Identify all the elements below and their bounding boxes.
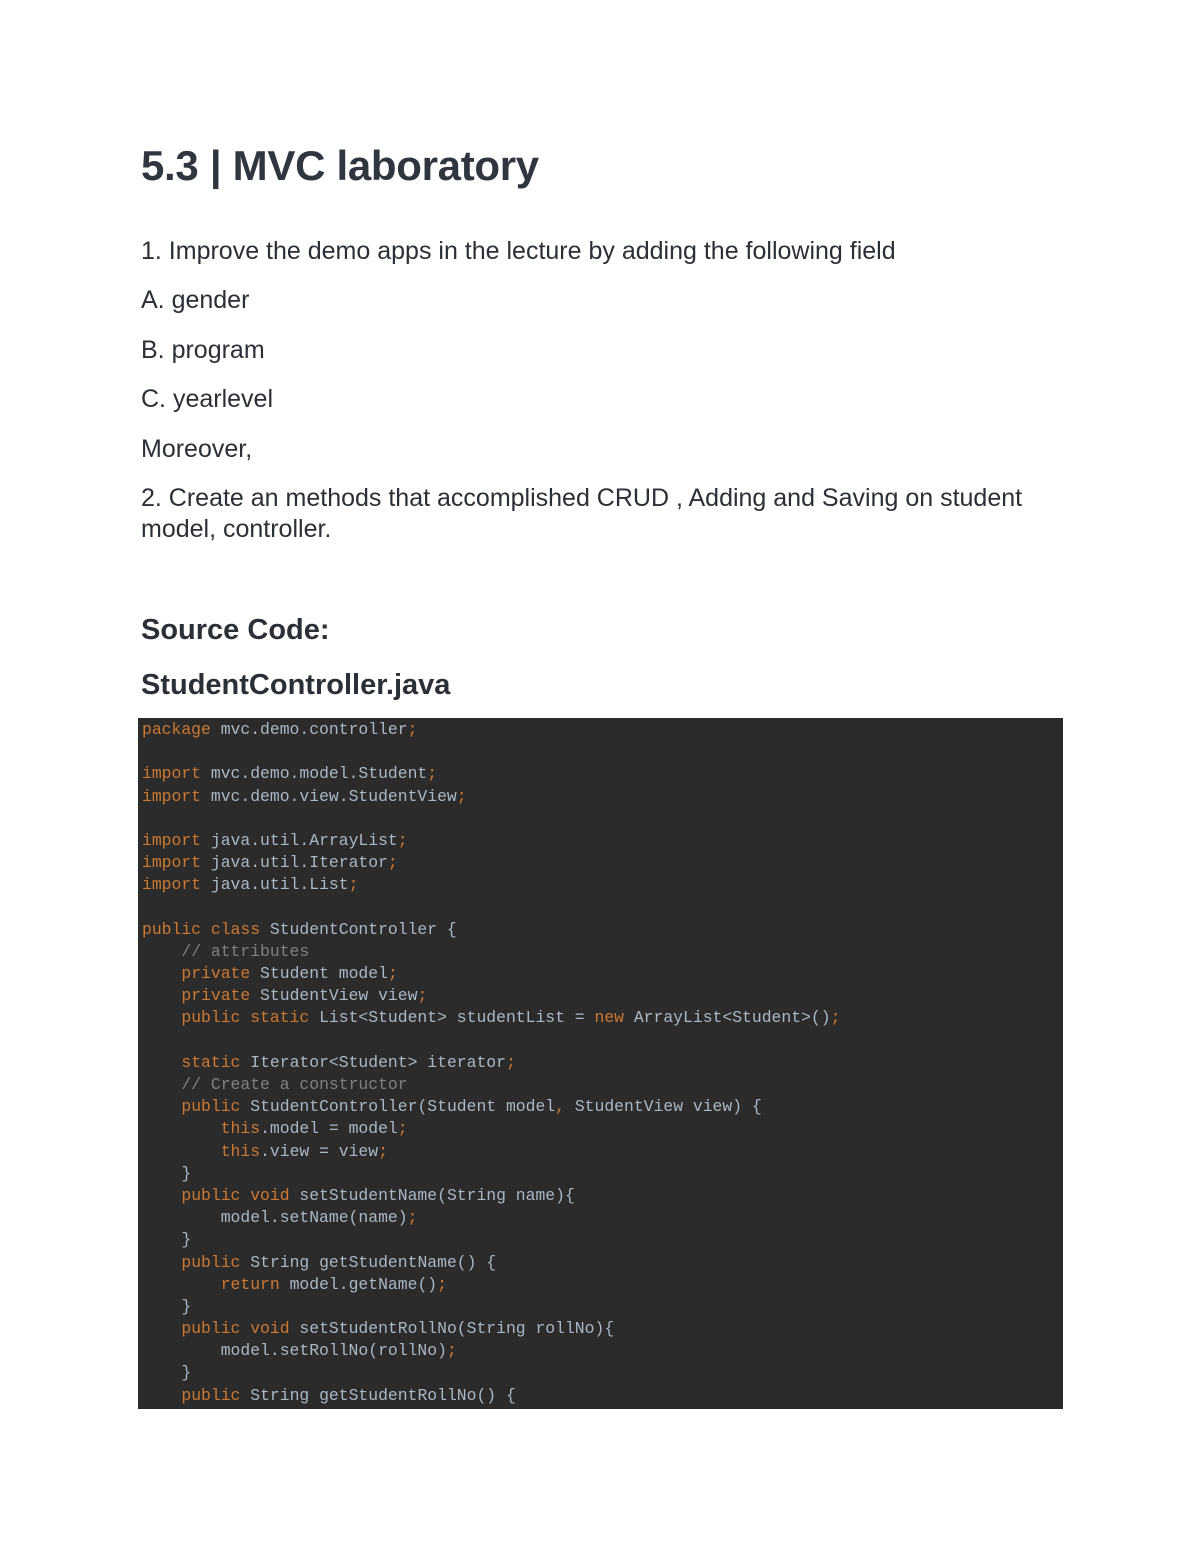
code-token: ; <box>417 986 428 1006</box>
code-token <box>142 1386 181 1405</box>
code-token: model.setRollNo(rollNo) <box>142 1341 447 1361</box>
code-token: public void <box>181 1185 290 1205</box>
code-line <box>142 1207 1063 1229</box>
code-token: mvc.demo.controller <box>210 720 408 739</box>
code-line <box>142 1052 1063 1074</box>
code-line <box>142 808 1063 830</box>
code-token: java.util.List <box>201 875 349 895</box>
code-token: public <box>181 1252 241 1272</box>
code-token: private <box>181 986 251 1006</box>
code-token: } <box>142 1296 192 1316</box>
code-line <box>142 963 1063 985</box>
code-token: ; <box>348 875 359 895</box>
code-line <box>142 1362 1063 1384</box>
code-token <box>142 1186 181 1205</box>
file-heading: StudentController.java <box>141 669 451 701</box>
code-token: StudentController(Student model <box>240 1097 556 1117</box>
code-token: public class <box>142 919 261 939</box>
code-token: ; <box>387 964 398 984</box>
code-token: setStudentName(String name){ <box>289 1185 575 1205</box>
code-token <box>142 1275 221 1294</box>
code-token <box>142 1008 181 1027</box>
code-token: ; <box>437 1274 447 1294</box>
code-block <box>138 718 1063 1409</box>
source-code-heading: Source Code: <box>141 614 330 646</box>
code-line <box>142 1274 1063 1296</box>
code-line <box>142 1007 1063 1029</box>
code-token: model.getName() <box>279 1274 438 1294</box>
code-token: import <box>142 853 202 873</box>
code-token <box>142 1053 181 1072</box>
code-line <box>142 1229 1063 1251</box>
code-line <box>142 1163 1063 1185</box>
code-token: public static <box>181 1008 310 1028</box>
code-token: public <box>181 1097 241 1117</box>
code-token: ; <box>387 853 398 873</box>
page-title: 5.3 | MVC laboratory <box>141 142 539 189</box>
code-token: String getStudentName() { <box>240 1252 497 1272</box>
code-token <box>142 942 181 961</box>
code-token: model.setName(name) <box>142 1208 408 1228</box>
code-line <box>142 830 1063 852</box>
code-token: import <box>142 875 202 895</box>
code-line <box>142 919 1063 941</box>
code-token <box>142 1319 181 1338</box>
code-token: ; <box>407 720 418 739</box>
code-token: import <box>142 764 202 784</box>
code-token: } <box>142 1363 192 1383</box>
instruction-1: 1. Improve the demo apps in the lecture by adding the following field <box>141 237 896 265</box>
code-line <box>142 786 1063 808</box>
code-line <box>142 1385 1063 1407</box>
instruction-2: 2. Create an methods that accomplished CRUD , Adding and Saving on student model, controller. <box>141 484 1023 543</box>
code-token: ; <box>378 1141 388 1161</box>
code-token: private <box>181 964 251 984</box>
code-token: StudentView view <box>250 986 418 1006</box>
code-token: // attributes <box>181 941 310 961</box>
code-token: import <box>142 786 202 806</box>
code-token <box>142 1075 181 1094</box>
field-gender: A. gender <box>141 286 250 314</box>
code-line <box>142 1318 1063 1340</box>
code-token <box>142 1142 221 1161</box>
code-token: public <box>181 1385 241 1405</box>
code-token: ; <box>407 1208 418 1228</box>
code-token: ; <box>397 1119 408 1139</box>
code-token: ; <box>830 1008 841 1028</box>
code-token: package <box>142 720 211 739</box>
code-token: this <box>220 1119 261 1139</box>
code-token: mvc.demo.view.StudentView <box>201 786 457 806</box>
code-line <box>142 741 1063 763</box>
code-token: import <box>142 830 202 850</box>
code-token: StudentController { <box>260 919 457 939</box>
code-line <box>142 1030 1063 1052</box>
code-token <box>142 986 181 1005</box>
code-token: List<Student> studentList = <box>309 1008 595 1028</box>
code-line <box>142 1118 1063 1140</box>
code-token: ArrayList<Student>() <box>624 1008 831 1028</box>
code-token: .model = model <box>260 1119 398 1139</box>
code-line <box>142 719 1063 741</box>
code-token: // Create a constructor <box>181 1075 408 1094</box>
code-line <box>142 1074 1063 1096</box>
code-token: .view = view <box>260 1141 379 1161</box>
code-token <box>142 964 181 983</box>
code-line <box>142 1185 1063 1207</box>
code-token: , <box>555 1097 565 1117</box>
code-token: ; <box>456 786 467 806</box>
code-token: } <box>142 1230 192 1250</box>
code-token: this <box>220 1141 261 1161</box>
code-token: java.util.Iterator <box>201 853 388 873</box>
field-yearlevel: C. yearlevel <box>141 385 273 413</box>
code-line <box>142 1096 1063 1118</box>
code-line <box>142 874 1063 896</box>
code-line <box>142 897 1063 919</box>
code-line <box>142 763 1063 785</box>
code-token: mvc.demo.model.Student <box>201 764 428 784</box>
code-token: public void <box>181 1319 290 1339</box>
code-token: return <box>220 1274 280 1294</box>
code-token: ; <box>397 830 408 850</box>
moreover-text: Moreover, <box>141 435 253 463</box>
code-token: Student model <box>250 964 388 984</box>
code-token <box>142 1097 181 1116</box>
code-token: ; <box>505 1052 516 1072</box>
code-token: StudentView view) { <box>565 1097 762 1117</box>
code-token: Iterator<Student> iterator <box>240 1052 506 1072</box>
field-program: B. program <box>141 336 265 364</box>
code-line <box>142 1141 1063 1163</box>
code-token: } <box>142 1163 192 1183</box>
code-line <box>142 985 1063 1007</box>
code-token: ; <box>446 1341 457 1361</box>
code-token: java.util.ArrayList <box>201 830 398 850</box>
code-line <box>142 852 1063 874</box>
code-line <box>142 1296 1063 1318</box>
code-token: new <box>594 1008 624 1028</box>
code-line <box>142 1252 1063 1274</box>
code-line <box>142 941 1063 963</box>
code-token: ; <box>427 764 438 784</box>
code-token: setStudentRollNo(String rollNo){ <box>289 1319 615 1339</box>
code-token <box>142 1253 181 1272</box>
code-token: static <box>181 1052 241 1072</box>
code-line <box>142 1340 1063 1362</box>
code-token: String getStudentRollNo() { <box>240 1385 516 1405</box>
code-token <box>142 1119 221 1138</box>
